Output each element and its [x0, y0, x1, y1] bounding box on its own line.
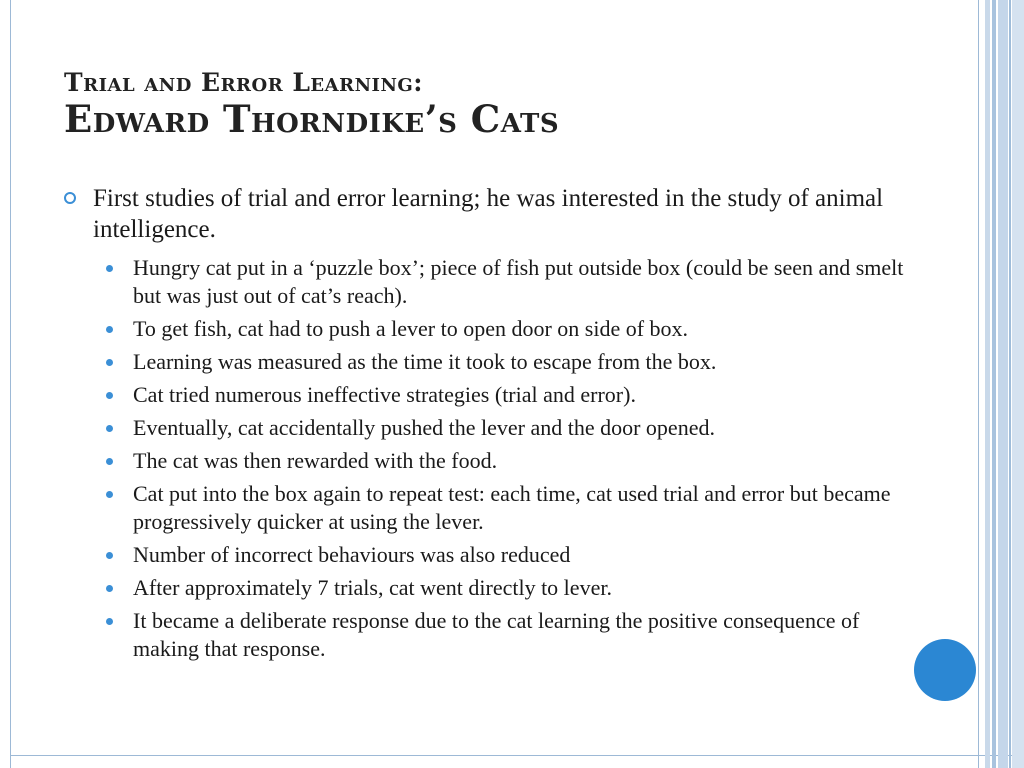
dot-bullet-icon [106, 265, 113, 272]
list-item-text: Cat tried numerous ineffective strategies (trial and error). [133, 382, 636, 407]
dot-bullet-icon [106, 585, 113, 592]
dot-bullet-icon [106, 392, 113, 399]
decorative-side-bars [978, 0, 1024, 768]
list-item [62, 315, 924, 343]
side-bar [998, 0, 1008, 768]
dot-bullet-icon [106, 552, 113, 559]
list-item [62, 541, 924, 569]
sub-bullet-list [62, 254, 924, 663]
side-bar [1012, 0, 1024, 768]
dot-bullet-icon [106, 618, 113, 625]
main-point-text: First studies of trial and error learning; he was interested in the study of animal intelligence. [93, 185, 884, 243]
frame-left-line [10, 0, 11, 768]
list-item-text: Cat put into the box again to repeat test: each time, cat used trial and error but became progressively quicker at using the lever. [133, 481, 891, 534]
slide-content [62, 183, 924, 668]
title-line-2: Edward Thorndike’s Cats [64, 97, 560, 141]
list-item-text: Number of incorrect behaviours was also reduced [133, 542, 571, 567]
dot-bullet-icon [106, 425, 113, 432]
list-item-text: Hungry cat put in a ‘puzzle box’; piece of fish put outside box (could be seen and smelt but was just out of cat’s reach). [133, 255, 904, 308]
title-line-1: Trial and Error Learning: [64, 68, 424, 97]
frame-bottom-line [10, 755, 1024, 756]
list-item [62, 480, 924, 536]
slide-title [64, 68, 924, 140]
main-bullet-point [62, 183, 924, 245]
ring-bullet-icon [64, 192, 76, 204]
list-item [62, 414, 924, 442]
dot-bullet-icon [106, 326, 113, 333]
list-item-text: Eventually, cat accidentally pushed the lever and the door opened. [133, 415, 715, 440]
side-bar [978, 0, 979, 768]
list-item-text: To get fish, cat had to push a lever to open door on side of box. [133, 316, 689, 341]
list-item [62, 254, 924, 310]
list-item [62, 447, 924, 475]
list-item [62, 574, 924, 602]
dot-bullet-icon [106, 359, 113, 366]
dot-bullet-icon [106, 458, 113, 465]
side-bar [992, 0, 996, 768]
list-item-text: After approximately 7 trials, cat went directly to lever. [133, 575, 612, 600]
list-item [62, 607, 924, 663]
list-item-text: The cat was then rewarded with the food. [133, 448, 498, 473]
list-item [62, 381, 924, 409]
list-item [62, 348, 924, 376]
list-item-text: Learning was measured as the time it took to escape from the box. [133, 349, 717, 374]
dot-bullet-icon [106, 491, 113, 498]
side-bar [1009, 0, 1011, 768]
side-bar [985, 0, 990, 768]
list-item-text: It became a deliberate response due to the cat learning the positive consequence of making that response. [133, 608, 860, 661]
